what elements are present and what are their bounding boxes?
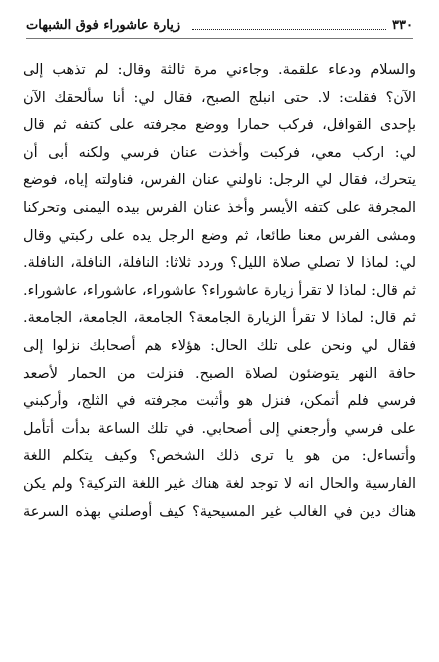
body-text [23, 57, 416, 526]
text-line: المجرفة على كتفه الأيسر وأخذ عنان الفرس بيده اليمنى وتحركنا [23, 199, 416, 216]
header-rule [26, 38, 413, 39]
header-dot-leader [192, 29, 386, 30]
page-number: ٣٣٠ [392, 17, 413, 33]
text-line: وأتساءل: من هو يا ترى ذلك الشخص؟ وكيف يتكلم اللغة [23, 448, 416, 465]
text-line: ثم قال: لماذا لا تقرأ زيارة عاشوراء؟ عاشوراء، عاشوراء، عاشوراء. [23, 282, 416, 299]
text-line: حافة النهر يتوضئون لصلاة الصبح. فنزلت من الحمار لأصعد [23, 365, 416, 382]
text-line: الآن؟ فقلت: لا. حتى انبلج الصبح، فقال لي: أنا سألحقك الآن [23, 89, 416, 106]
running-title: زيارة عاشوراء فوق الشبهات [26, 17, 181, 33]
text-line: ثم قال: لماذا لا تقرأ الزيارة الجامعة؟ الجامعة، الجامعة، الجامعة. [23, 310, 416, 327]
text-line: لي: لماذا لا تصلي صلاة الليل؟ وردد ثلاثا: النافلة، النافلة، النافلة. [23, 255, 416, 272]
text-line: على فرسي وأرجعني إلى أصحابي. في تلك الساعة بدأت أتأمل [23, 420, 416, 437]
text-line: فرسي فلم أتمكن، فنزل هو وأثبت مجرفته في الثلج، وأركبني [23, 393, 416, 410]
text-line: لي: اركب معي، فركبت وأخذت عنان فرسي ولكنه أبى أن [23, 144, 416, 161]
text-line: يتحرك، فقال لي الرجل: ناولني عنان الفرس، فناولته إياه، فوضع [23, 172, 416, 189]
text-line: فقال لي ونحن على تلك الحال: هؤلاء هم أصحابك نزلوا إلى [23, 337, 416, 354]
text-line: الفارسية والحال انه لا توجد لغة هناك غير اللغة التركية؟ ولم يكن [23, 475, 416, 492]
text-line: ومشى الفرس معنا طائعا، ثم وضع الرجل يده على ركبتي وقال [23, 227, 416, 244]
running-header [26, 14, 413, 36]
text-line: هناك دين في الغالب غير المسيحية؟ كيف أوصلني بهذه السرعة [23, 503, 416, 520]
text-line: والسلام ودعاء علقمة. وجاءني مرة ثالثة وقال: لم تذهب إلى [23, 62, 416, 78]
text-line: بإحدى القوافل، فركب حمارا ووضع مجرفته على كتفه ثم قال [23, 117, 416, 134]
